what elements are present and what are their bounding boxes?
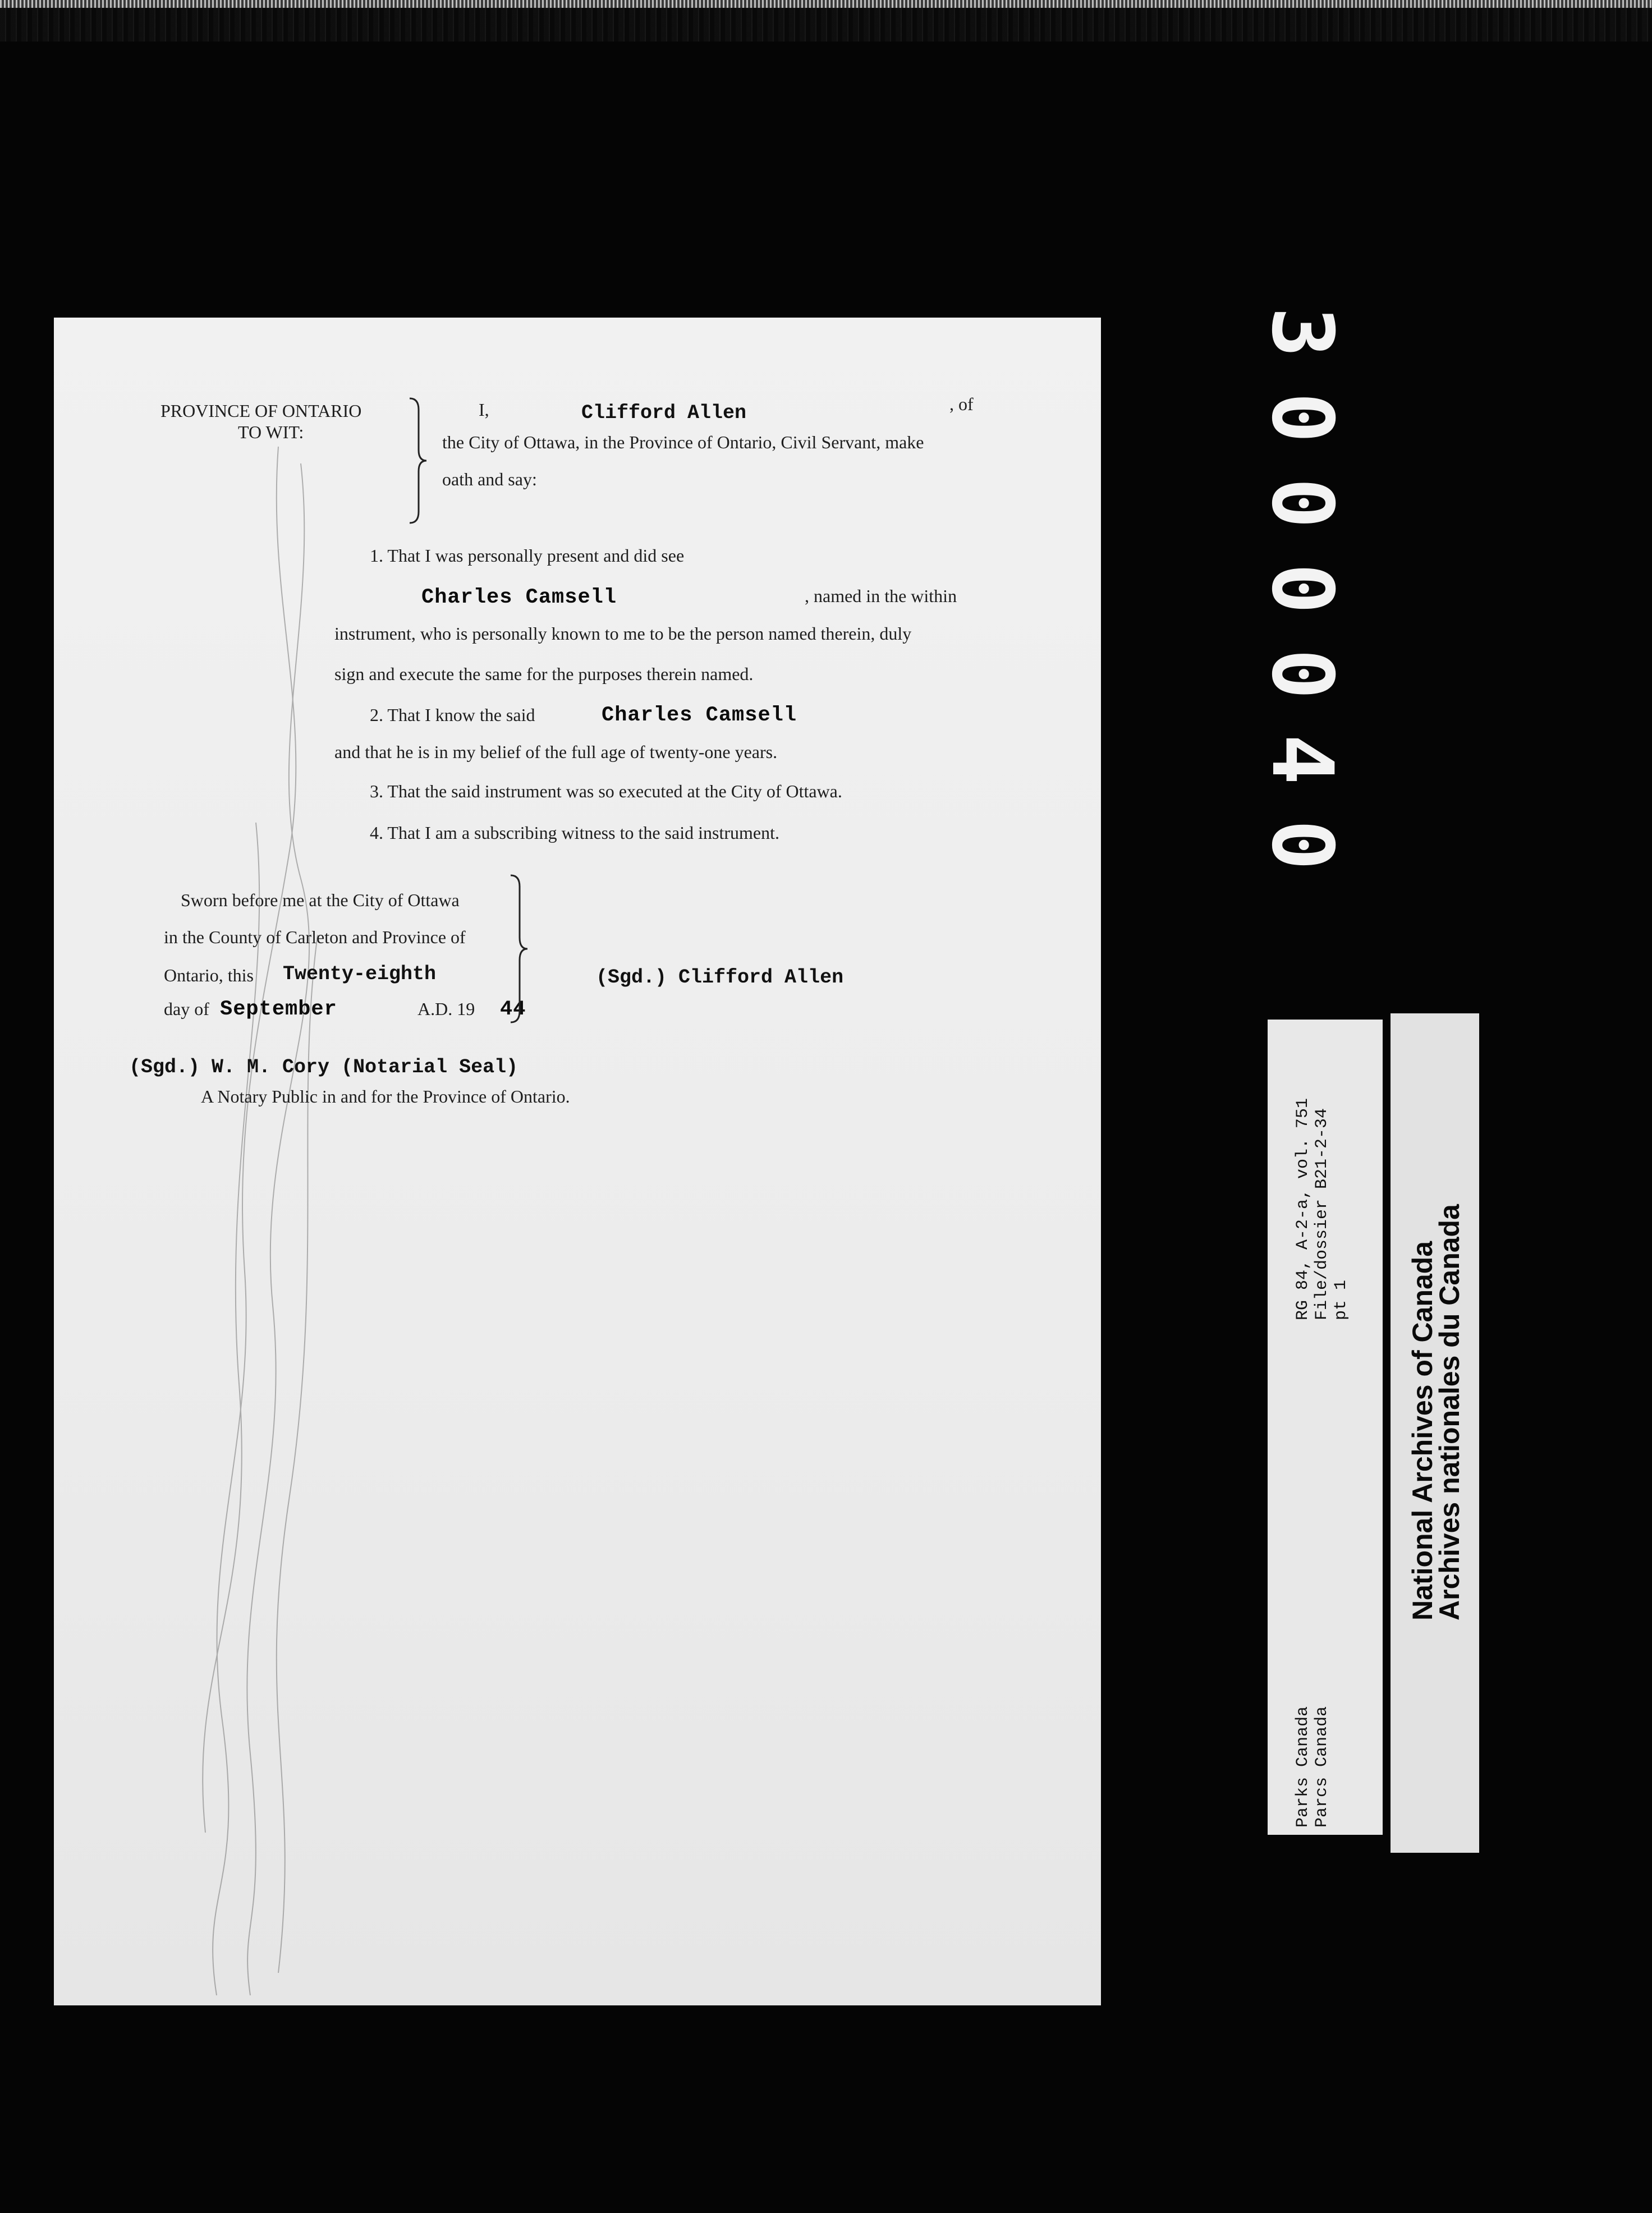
fold-crease-marks [54,318,1101,2005]
signer-name: Charles Camsell [421,586,617,609]
jurat-line-2: in the County of Carleton and Province of [164,927,466,947]
item-1-line-3: instrument, who is personally known to me to be the person named therein, duly [334,623,912,644]
item-1-line-4: sign and execute the same for the purposes therein named. [334,664,754,684]
agency-name-en: Parks Canada [1293,1706,1313,1828]
agency-name-fr: Parcs Canada [1313,1706,1332,1828]
jurat-brace [508,873,531,1025]
jurat-line-1: Sworn before me at the City of Ottawa [181,890,460,910]
of-word: , of [949,394,974,414]
film-edge [0,0,1652,8]
signer-name-2: Charles Camsell [602,704,797,727]
jurat-ad: A.D. 19 [417,999,475,1019]
item-2-line-2: and that he is in my belief of the full age of twenty-one years. [334,742,778,762]
deponent-name: Clifford Allen [581,402,747,424]
heading-brace [407,396,430,525]
item-4: 4. That I am a subscribing witness to the said instrument. [370,823,779,843]
deponent-pronoun: I, [479,400,489,420]
institution-name-fr: Archives nationales du Canada [1434,1204,1465,1620]
microfilm-frame-number: 3000040 [1253,306,1351,906]
archive-ref-line-2: File/dossier B21-2-34 [1313,1108,1332,1320]
notary-signature: (Sgd.) W. M. Cory (Notarial Seal) [129,1056,518,1078]
jurat-month: September [220,998,337,1021]
to-wit-label: TO WIT: [238,422,304,442]
oath-line: oath and say: [442,469,537,489]
province-heading: PROVINCE OF ONTARIO [160,401,362,421]
institution-name-en: National Archives of Canada [1407,1241,1438,1620]
film-noise-band [0,8,1652,42]
item-1-line-2-suffix: , named in the within [805,586,957,606]
document-sheet [54,318,1101,2005]
jurat-day: Twenty-eighth [283,963,437,985]
item-3: 3. That the said instrument was so executed at the City of Ottawa. [370,781,842,801]
archive-ref-line-3: pt 1 [1332,1279,1351,1320]
archive-reference-label [1268,1020,1383,1835]
intro-line: the City of Ottawa, in the Province of Ontario, Civil Servant, make [442,432,924,452]
item-1-line-1: 1. That I was personally present and did see [370,545,685,566]
archive-ref-line-1: RG 84, A-2-a, vol. 751 [1293,1098,1313,1320]
notary-title: A Notary Public in and for the Province of Ontario. [201,1086,570,1106]
institution-label [1391,1013,1479,1853]
jurat-line-4-prefix: day of [164,999,209,1019]
jurat-line-3-prefix: Ontario, this [164,965,254,985]
item-2-prefix: 2. That I know the said [370,705,535,725]
deponent-signature: (Sgd.) Clifford Allen [596,966,844,989]
jurat-year: 44 [500,998,526,1021]
